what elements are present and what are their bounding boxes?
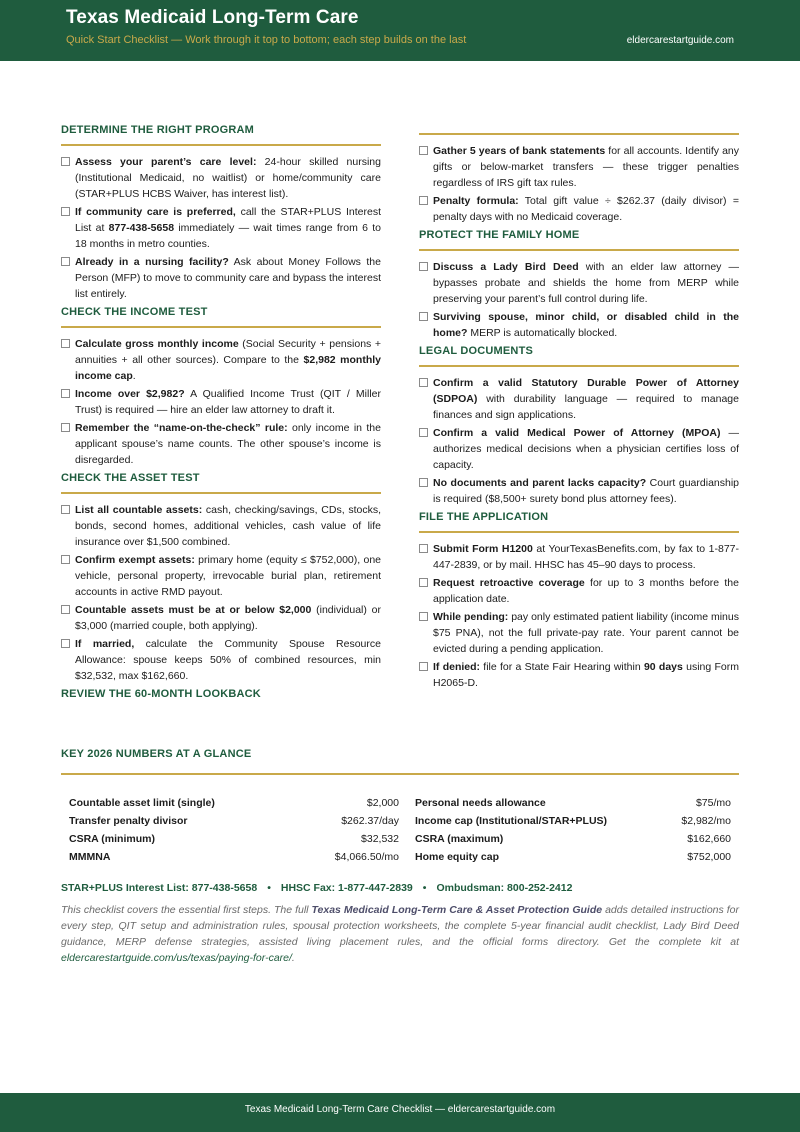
section-title-glance: KEY 2026 NUMBERS AT A GLANCE — [61, 748, 739, 775]
checklist-item[interactable]: Already in a nursing facility? Ask about Money Follows the Person (MFP) to move to community care and bypass the interest list entirely. — [61, 254, 381, 302]
checkbox-icon[interactable] — [419, 662, 428, 671]
number-label: Income cap (Institutional/STAR+PLUS) — [415, 815, 608, 827]
checkbox-icon[interactable] — [419, 428, 428, 437]
checklist-item[interactable]: Gather 5 years of bank statements for all accounts. Identify any gifts or below-market transfers — these trigger penalties regardless of IRS gift tax rules. — [419, 143, 739, 191]
contact-line — [61, 882, 572, 894]
checklist-item[interactable]: Remember the “name-on-the-check” rule: only income in the applicant spouse’s name counts. The other spouse’s income is disregarded. — [61, 420, 381, 468]
checklist-item[interactable]: Countable assets must be at or below $2,000 (individual) or $3,000 (married couple, both applying). — [61, 602, 381, 634]
checklist-item[interactable]: Confirm exempt assets: primary home (equity ≤ $752,000), one vehicle, personal property, irrevocable burial plan, retirement accounts in active RMD payout. — [61, 552, 381, 600]
table-row — [69, 851, 731, 869]
checkbox-icon[interactable] — [61, 639, 70, 648]
checkbox-icon[interactable] — [61, 257, 70, 266]
table-row — [69, 797, 731, 815]
checkbox-icon[interactable] — [419, 262, 428, 271]
number-value: $752,000 — [687, 851, 731, 863]
checklist-item[interactable]: Confirm a valid Medical Power of Attorney (MPOA) — authorizes medical decisions when a physician certifies loss of capacity. — [419, 425, 739, 473]
number-label: CSRA (maximum) — [415, 833, 504, 845]
checklist-item[interactable]: Surviving spouse, minor child, or disabled child in the home? MERP is automatically blocked. — [419, 309, 739, 341]
footer-text: Texas Medicaid Long-Term Care Checklist — eldercarestartguide.com — [244, 1104, 556, 1115]
checklist-item[interactable]: Assess your parent’s care level: 24-hour skilled nursing (Institutional Medicaid, no waitlist) or home/community care (STAR+PLUS HCBS Waiver, has interest list). — [61, 154, 381, 202]
section-title-home: PROTECT THE FAMILY HOME — [419, 229, 739, 251]
checkbox-icon[interactable] — [61, 389, 70, 398]
checkbox-icon[interactable] — [61, 207, 70, 216]
checklist-item[interactable]: If denied: file for a State Fair Hearing within 90 days using Form H2065-D. — [419, 659, 739, 691]
separator: • — [422, 882, 427, 894]
checkbox-icon[interactable] — [419, 578, 428, 587]
section-title-income: CHECK THE INCOME TEST — [61, 306, 381, 328]
section-title-asset: CHECK THE ASSET TEST — [61, 472, 381, 494]
guide-link[interactable]: eldercarestartguide.com/us/texas/paying-for-care/ — [61, 952, 292, 964]
checkbox-icon[interactable] — [419, 196, 428, 205]
section-title-legal: LEGAL DOCUMENTS — [419, 345, 739, 367]
checklist-item[interactable]: Discuss a Lady Bird Deed with an elder law attorney — bypasses probate and shields the home from MERP while preserving your parent’s full control during life. — [419, 259, 739, 307]
checklist-item[interactable]: Income over $2,982? A Qualified Income Trust (QIT / Miller Trust) is required — hire an elder law attorney to draft it. — [61, 386, 381, 418]
guide-title: Texas Medicaid Long-Term Care & Asset Protection Guide — [311, 904, 603, 916]
checklist-item[interactable]: Calculate gross monthly income (Social Security + pensions + annuities + all other sources). Compare to the $2,982 monthly income cap. — [61, 336, 381, 384]
section-title-application: FILE THE APPLICATION — [419, 511, 739, 533]
note-text: This checklist covers the essential first steps. The full — [61, 904, 312, 916]
checklist-item[interactable]: If married, calculate the Community Spouse Resource Allowance: spouse keeps 50% of combined resources, min $32,532, max $162,660. — [61, 636, 381, 684]
checklist-item[interactable]: Request retroactive coverage for up to 3 months before the application date. — [419, 575, 739, 607]
checkbox-icon[interactable] — [419, 312, 428, 321]
ombudsman-phone[interactable]: Ombudsman: 800-252-2412 — [436, 882, 573, 894]
header-banner — [0, 0, 800, 61]
section-title-program: DETERMINE THE RIGHT PROGRAM — [61, 124, 381, 146]
checklist-item[interactable]: No documents and parent lacks capacity? Court guardianship is required ($8,500+ surety bond plus attorney fees). — [419, 475, 739, 507]
number-value: $2,000 — [366, 797, 399, 809]
interest-list-phone[interactable]: STAR+PLUS Interest List: 877-438-5658 — [61, 882, 258, 894]
checkbox-icon[interactable] — [419, 146, 428, 155]
checklist-item[interactable]: While pending: pay only estimated patient liability (income minus $75 PNA), not the full private-pay rate. Your parent cannot be evicted during a pending application. — [419, 609, 739, 657]
number-value: $32,532 — [361, 833, 399, 845]
right-column — [419, 133, 739, 693]
key-numbers-section — [61, 748, 739, 791]
checklist-item[interactable]: If community care is preferred, call the STAR+PLUS Interest List at 877-438-5658 immediately — wait times range from 6 to 18 months in metro counties. — [61, 204, 381, 252]
left-column — [61, 124, 381, 716]
number-label: Home equity cap — [415, 851, 500, 863]
number-label: Countable asset limit (single) — [69, 797, 215, 809]
key-numbers-table — [69, 797, 731, 869]
page-title: Texas Medicaid Long-Term Care — [66, 7, 359, 28]
number-label: CSRA (minimum) — [69, 833, 155, 845]
checkbox-icon[interactable] — [61, 423, 70, 432]
checklist-item[interactable]: Submit Form H1200 at YourTexasBenefits.com, by fax to 1-877-447-2839, or by mail. HHSC has 45–90 days to process. — [419, 541, 739, 573]
checkbox-icon[interactable] — [61, 339, 70, 348]
separator: • — [267, 882, 271, 894]
number-value: $4,066.50/mo — [334, 851, 399, 863]
checklist-item[interactable]: List all countable assets: cash, checking/savings, CDs, stocks, bonds, second homes, additional vehicles, cash value of life insurance over $1,500 combined. — [61, 502, 381, 550]
note-text: . — [291, 952, 295, 964]
number-value: $75/mo — [695, 797, 731, 809]
checklist-item[interactable]: Penalty formula: Total gift value ÷ $262.37 (daily divisor) = penalty days with no Medicaid coverage. — [419, 193, 739, 225]
note-text: adds detailed instructions for every step, QIT setup and administration rules, spousal protection worksheets, the complete 5-year financial audit checklist, Lady Bird Deed guidance, MERP defense strategies, assisted living placement rules, and the official forms directory. Get the complete kit at — [61, 904, 740, 948]
number-value: $162,660 — [687, 833, 731, 845]
checkbox-icon[interactable] — [61, 157, 70, 166]
checkbox-icon[interactable] — [61, 605, 70, 614]
hhsc-fax[interactable]: HHSC Fax: 1-877-447-2839 — [280, 882, 413, 894]
lookback-rule — [419, 133, 739, 135]
checkbox-icon[interactable] — [419, 612, 428, 621]
footer-banner — [0, 1093, 800, 1132]
checkbox-icon[interactable] — [419, 544, 428, 553]
table-row — [69, 815, 731, 833]
checkbox-icon[interactable] — [419, 478, 428, 487]
checkbox-icon[interactable] — [61, 555, 70, 564]
section-title-lookback: REVIEW THE 60-MONTH LOOKBACK — [61, 688, 261, 700]
number-label: Transfer penalty divisor — [69, 815, 188, 827]
checkbox-icon[interactable] — [61, 505, 70, 514]
number-label: MMMNA — [69, 851, 111, 863]
number-label: Personal needs allowance — [415, 797, 546, 809]
checklist-item[interactable]: Confirm a valid Statutory Durable Power of Attorney (SDPOA) with durability language — required to manage finances and sign applications. — [419, 375, 739, 423]
site-link[interactable]: eldercarestartguide.com — [626, 35, 734, 46]
page-subtitle: Quick Start Checklist — Work through it top to bottom; each step builds on the last — [66, 34, 467, 46]
guide-note — [61, 902, 739, 966]
number-value: $262.37/day — [341, 815, 399, 827]
number-value: $2,982/mo — [681, 815, 731, 827]
checkbox-icon[interactable] — [419, 378, 428, 387]
table-row — [69, 833, 731, 851]
